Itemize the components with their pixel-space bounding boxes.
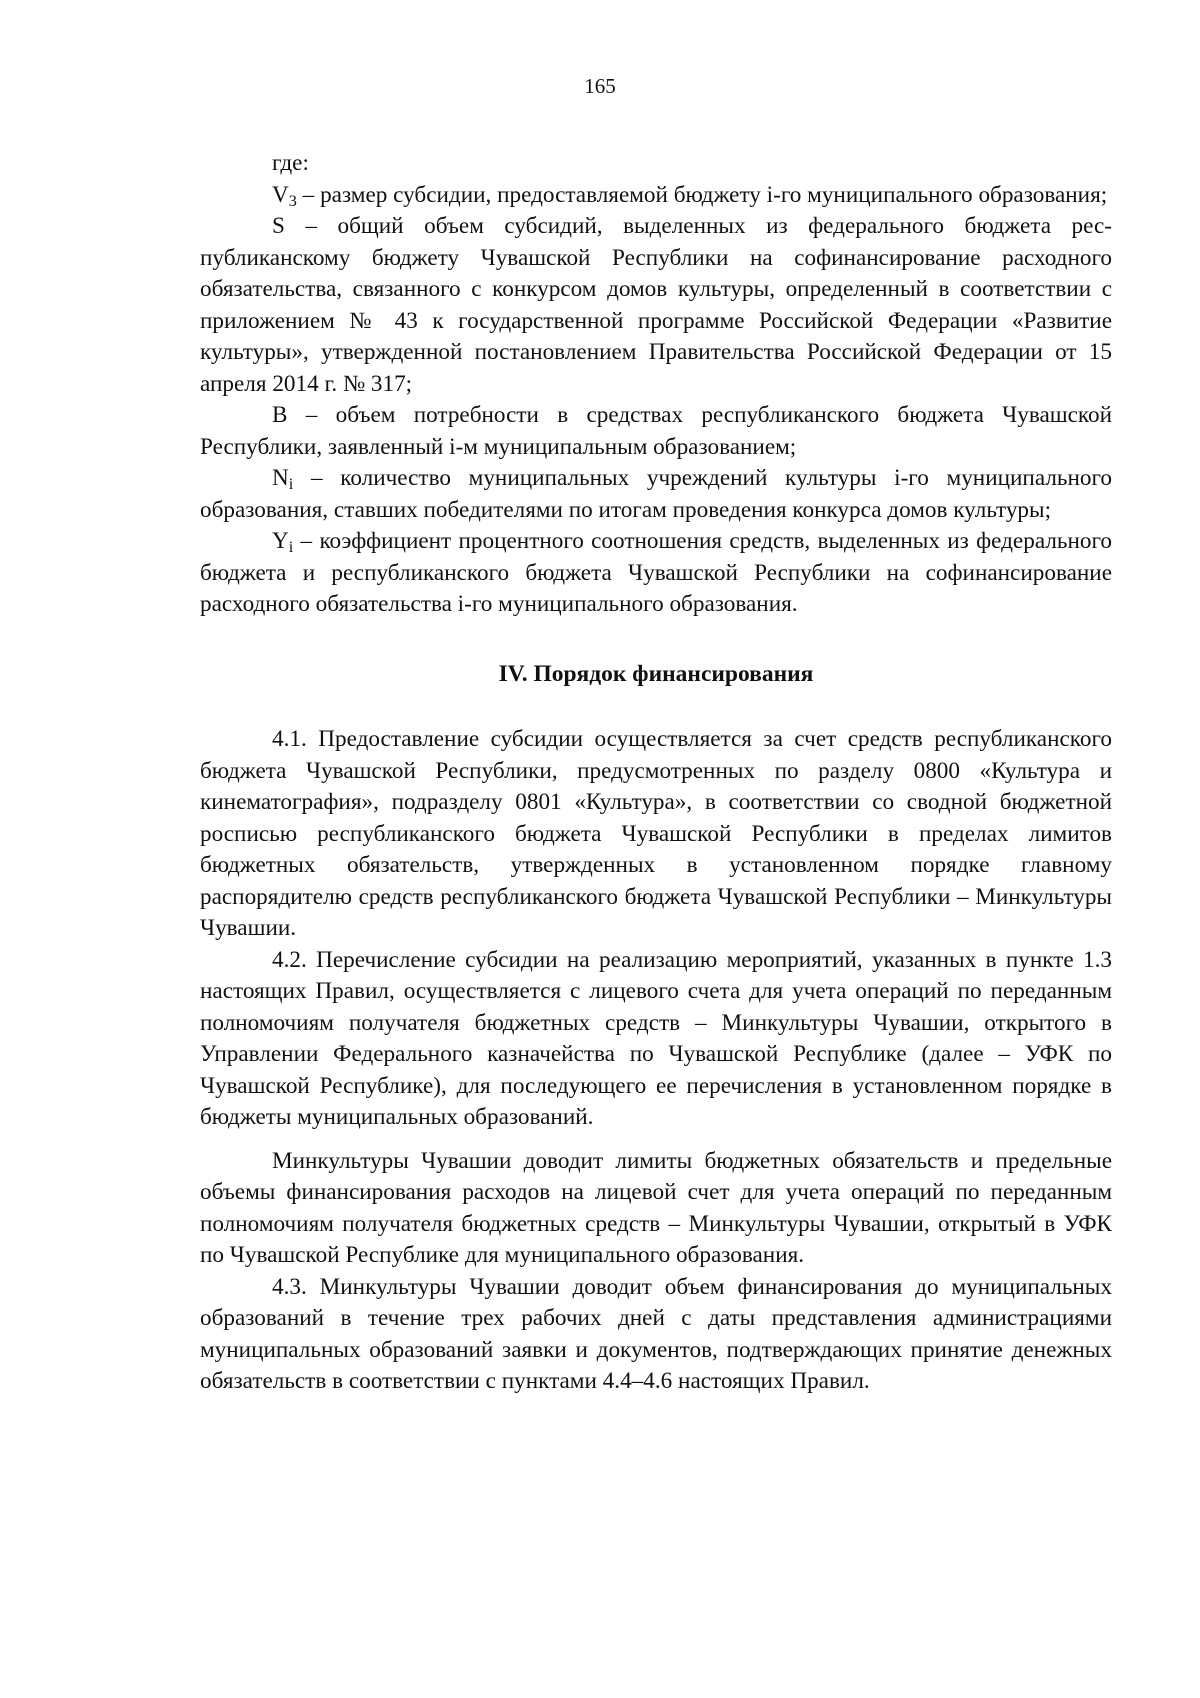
definition-text: – коэффициент процентного соотношения средств, выделенных из федерального бюджета и республиканского бюджета Чувашской Республики на софинансирование расходного обязательства i-го муниципального образования.	[200, 528, 1112, 617]
page-number: 165	[584, 74, 616, 98]
definition-symbol: V	[272, 181, 289, 208]
section-title: IV. Порядок финансирования	[498, 660, 814, 687]
definition-yi	[200, 526, 1112, 621]
definition-b	[200, 400, 1112, 463]
paragraph-limits: Минкультуры Чувашии доводит лимиты бюджетных обязательств и предельные объемы финансирования расходов на лицевой счет для учета операций по переданным полномочиям получателя бюджетных средств – Минкультуры Чувашии, открытый в УФК по Чувашской Республике для муниципального образования.	[200, 1147, 1112, 1268]
definition-symbol: N	[272, 465, 289, 491]
definition-text: – общий объем субсидий, выделенных из федерального бюджета республиканскому бюджету Чувашской Республики на софинансирование расходного обязательства, связанного с конкурсом домов культуры, определенный в соответствии с приложением № 43 к государственной программе Российской Федерации «Развитие культуры», утвержденной постановлением Правительства Российской Федерации от 15 апреля 2014 г. № 317;	[200, 213, 1112, 397]
document-body	[200, 148, 1112, 1398]
definition-ni	[200, 463, 1112, 526]
definition-s	[200, 211, 1112, 400]
definition-subscript: 3	[288, 191, 297, 210]
paragraph-4-1: 4.1. Предоставление субсидии осуществляется за счет средств республиканского бюджета Чувашской Республики, предусмотренных по разделу 0800 «Культура и кинематография», подразделу 0801 «Культура», в соответствии со сводной бюджетной росписью республиканского бюджета Чувашской Республики в пределах лимитов бюджетных обязательств, утвержденных в установленном порядке главному распорядителю средств республиканского бюджета Чувашской Республики – Минкультуры Чувашии.	[200, 726, 1112, 941]
definition-text: – количество муниципальных учреждений культуры i-го муниципального образования, ставших победителями по итогам проведения конкурса домов культуры;	[200, 465, 1112, 523]
definition-symbol: S	[272, 213, 285, 239]
definition-text: – объем потребности в средствах республиканского бюджета Чувашской Республики, заявленный i-м муниципальным образованием;	[200, 402, 1112, 460]
definition-symbol: Y	[272, 528, 289, 554]
paragraph-4-2: 4.2. Перечисление субсидии на реализацию мероприятий, указанных в пункте 1.3 настоящих Правил, осуществляется с лицевого счета для учета операций по переданным полномочиям получателя бюджетных средств – Минкультуры Чувашии, открытого в Управлении Федерального казначейства по Чувашской Республике (далее – УФК по Чувашской Республике), для последующего ее перечисления в установленном порядке в бюджеты муниципальных образований.	[200, 946, 1112, 1130]
definition-v3	[200, 180, 1112, 212]
definition-symbol: B	[272, 402, 288, 428]
definition-subscript: i	[288, 538, 294, 557]
paragraph-4-3: 4.3. Минкультуры Чувашии доводит объем финансирования до муниципальных образований в течение трех рабочих дней с даты представления администрациями муниципальных образований заявки и документов, подтверждающих принятие денежных обязательств в соответствии с пунктами 4.4–4.6 настоящих Правил.	[200, 1273, 1112, 1394]
where-intro: где:	[272, 150, 309, 176]
definition-text: – размер субсидии, предоставляемой бюджету i-го муниципального образования;	[296, 181, 1108, 208]
definition-subscript: i	[288, 475, 294, 494]
